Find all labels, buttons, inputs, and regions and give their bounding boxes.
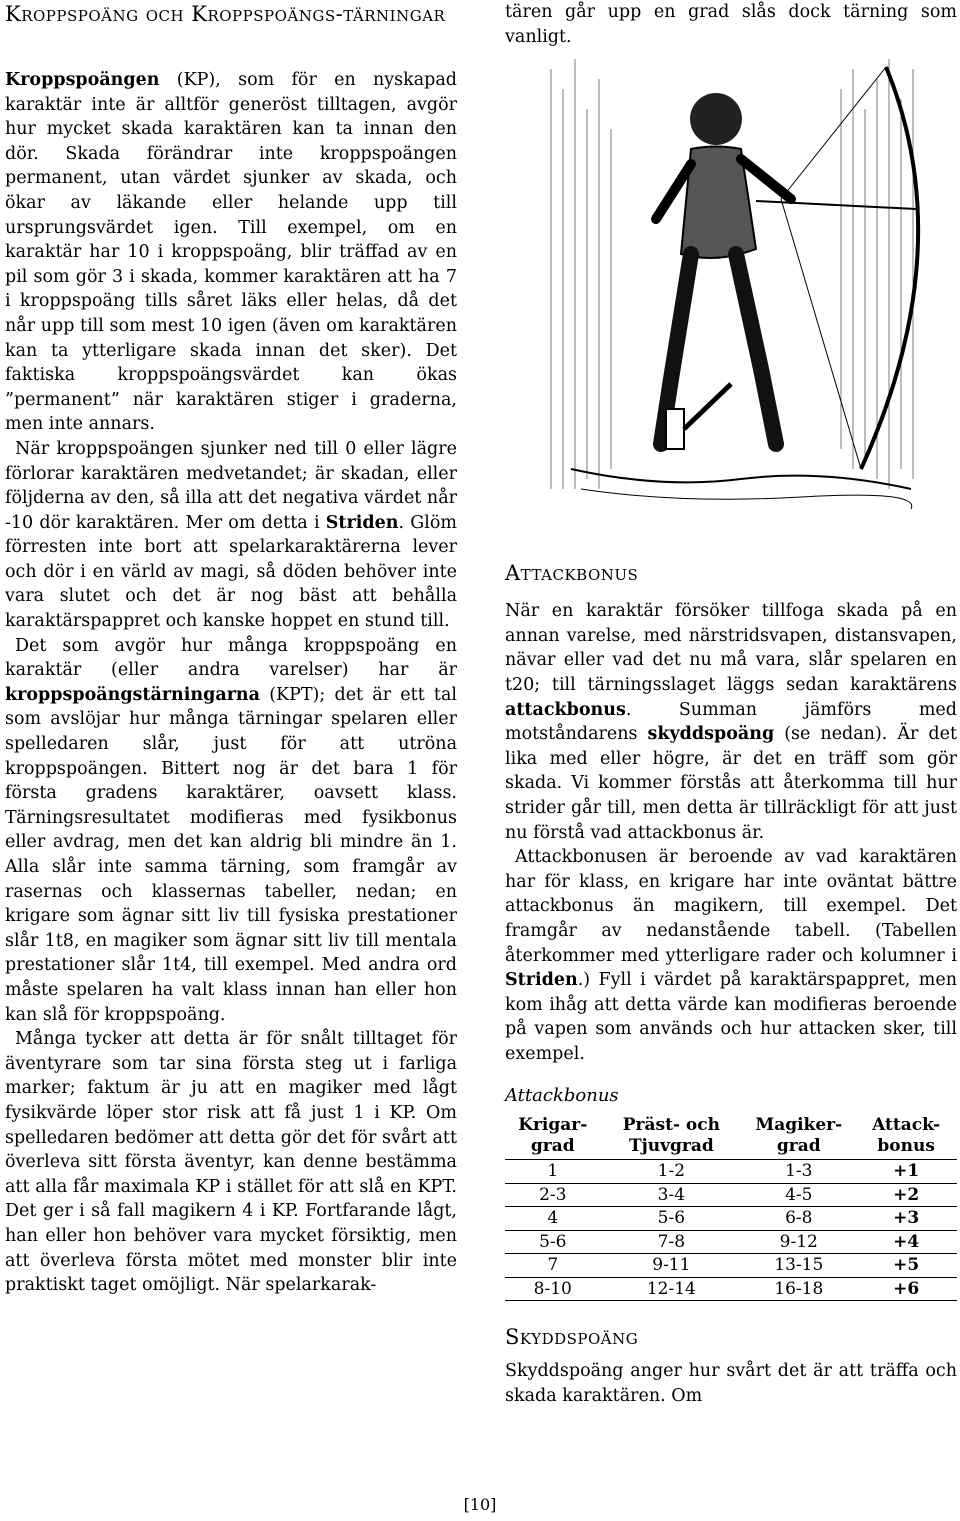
table-header-row (505, 1115, 957, 1160)
paragraph-medvetande: När kroppspoängen sjunker ned till 0 eller lägre förlorar karaktären medvetandet; är skadan, eller följderna av den, så illa att det negativa värdet når -10 dör karaktären. Mer om detta i Striden. Glöm förresten inte bort att spelarkaraktärerna lever och dör i en värld av magi, så döden behöver inte vara slutet och det är nog bäst att behålla karaktärspappret och kanske hoppet en stund till. (5, 438, 457, 632)
paragraph-attackbonus-1: När en karaktär försöker tillfoga skada på en annan varelse, med närstridsvapen, distansvapen, nävar eller vad det nu må vara, slår spelaren en t20; till tärningsslaget läggs sedan karaktärens attackbonus. Summan jämförs med motståndarens skyddspoäng (se nedan). Är det lika med eller högre, är det en träff som gör skada. Vi kommer förstås att återkomma till hur strider går till, men detta är tillräckligt för att just nu förstå vad attackbonus är. (505, 601, 957, 843)
table-cell: +1 (855, 1160, 957, 1184)
paragraph-skyddspoang: Skyddspoäng anger hur svårt det är att träffa och skada karaktären. Om (505, 1361, 957, 1406)
paragraph-attackbonus-2: Attackbonusen är beroende av vad karaktären har för klass, en krigare har inte oväntat bättre attackbonus än magikern, till exempel. Det framgår av nedanstående tabell. (Tabellen återkommer med ytterligare rader och kolumner i Striden.) Fyll i värdet på karaktärspappret, men kom ihåg att detta värde kan modifieras beroende på vapen som används och hur attacken sker, till exempel. (505, 847, 957, 1064)
table-cell: 6-8 (742, 1207, 855, 1231)
table-cell: 4 (505, 1207, 601, 1231)
table-row (505, 1230, 957, 1254)
page-number: [10] (463, 1495, 497, 1514)
table-row (505, 1254, 957, 1278)
paragraph-maximala-kp: Många tycker att detta är för snålt tilltaget för äventyrare som tar sina första steg ut i farliga marker; faktum är ju att en magiker med lågt fysikvärde löper stor risk att få just 1 i KP. Om spelledaren bedömer att detta gör det för svårt att överleva sitt första äventyr, kan denne bestämma att alla får maximala KP i stället för att slå en KPT. Det ger i så fall magikern 4 i KP. Fortfarande lågt, han eller hon behöver vara mycket försiktig, men att överleva första mötet med monster blir inte praktiskt taget omöjligt. När spelarkarak- (5, 1029, 457, 1296)
term-skyddspoang: skyddspoäng (647, 724, 775, 745)
table-cell: 4-5 (742, 1183, 855, 1207)
section-heading-attackbonus: Attackbonus (505, 561, 639, 586)
column-header: Krigar-grad (518, 1115, 588, 1157)
table-cell: 9-11 (601, 1254, 743, 1278)
table-cell: 13-15 (742, 1254, 855, 1278)
column-header: Magiker-grad (755, 1115, 843, 1157)
table-cell: 5-6 (601, 1207, 743, 1231)
term-kroppspoangstarningarna: kroppspoängstärningarna (5, 684, 260, 705)
table-cell: 3-4 (601, 1183, 743, 1207)
table-row (505, 1160, 957, 1184)
right-column (505, 0, 957, 1408)
column-header: Attack-bonus (872, 1115, 941, 1157)
table-cell: +2 (855, 1183, 957, 1207)
table-cell: 1 (505, 1160, 601, 1184)
table-cell: +3 (855, 1207, 957, 1231)
archer-illustration (541, 49, 921, 519)
term-kroppspoangen: Kroppspoängen (5, 70, 160, 90)
table-row (505, 1207, 957, 1231)
section-heading-kroppspoang: Kroppspoäng och Kroppspoängs-tärningar (5, 2, 446, 26)
table-cell: +4 (855, 1230, 957, 1254)
striden-reference: Striden (325, 512, 399, 533)
table-cell: 16-18 (742, 1277, 855, 1301)
table-cell: 5-6 (505, 1230, 601, 1254)
attackbonus-table (505, 1115, 957, 1301)
section-heading-skyddspoang: Skyddspoäng (505, 1325, 639, 1350)
paragraph-kroppspoang-intro: Kroppspoängen (KP), som för en nyskapad karaktär inte är alltför generöst tilltagen, avgör hur mycket skada karaktären kan ta innan den dör. Skada förändrar inte kroppspoängen permanent, utan värdet sjunker av skada, och ökar av läkande eller helande upp till ursprungsvärdet igen. Till exempel, om en karaktär har 10 i kroppspoäng, blir träffad av en pil som gör 3 i skada, kommer karaktären att ha 7 i kroppspoäng tills såret läks eller helas, då det når upp till som mest 10 igen (även om karaktären kan ta ytterligare skada innan det sker). Det faktiska kroppspoängsvärdet kan ökas ”permanent” när karaktären stiger i graderna, men inte annars. (5, 70, 457, 435)
table-cell: 2-3 (505, 1183, 601, 1207)
table-cell: +6 (855, 1277, 957, 1301)
paragraph-continuation: tären går upp en grad slås dock tärning som vanligt. (505, 2, 957, 47)
term-attackbonus: attackbonus (505, 699, 626, 720)
table-row (505, 1183, 957, 1207)
table-cell: 1-3 (742, 1160, 855, 1184)
table-cell: 7 (505, 1254, 601, 1278)
table-cell: 7-8 (601, 1230, 743, 1254)
table-cell: 9-12 (742, 1230, 855, 1254)
column-header: Präst- och Tjuvgrad (622, 1115, 720, 1157)
table-cell: 1-2 (601, 1160, 743, 1184)
table-caption: Attackbonus (505, 1085, 619, 1107)
paragraph-kpt: Det som avgör hur många kroppspoäng en karaktär (eller andra varelser) har är kroppspoängstärningarna (KPT); det är ett tal som avslöjar hur många tärningar spelaren eller spelledaren slår, just för att utröna kroppspoängen. Bittert nog är det bara 1 för första gradens karaktärer, oavsett klass. Tärningsresultatet modifieras med fysikbonus eller avdrag, men det kan aldrig bli mindre än 1. Alla slår inte samma tärning, som framgår av rasernas och klassernas tabeller, nedan; en krigare som ägnar sitt liv till fysiska prestationer slår 1t8, en magiker som ägnar sitt liv till mentala prestationer slår 1t4, till exempel. Med andra ord måste spelaren ha valt klass innan han eller hon kan slå för kroppspoäng. (5, 635, 457, 1025)
table-cell: 12-14 (601, 1277, 743, 1301)
striden-reference: Striden (505, 970, 578, 991)
table-cell: +5 (855, 1254, 957, 1278)
table-cell: 8-10 (505, 1277, 601, 1301)
left-column (5, 0, 457, 1298)
table-row (505, 1277, 957, 1301)
